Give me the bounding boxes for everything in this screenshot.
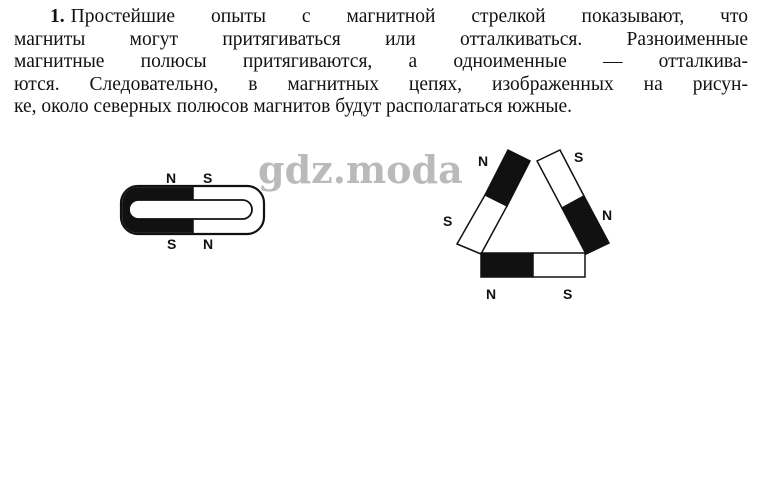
triangle-right-magnet-north xyxy=(562,196,609,254)
pole-label-bottom-n: N xyxy=(203,236,214,252)
task-line-4: ются. Следовательно, в магнитных цепях, изображенных на рисун- xyxy=(14,73,748,95)
pole-label-top-s: S xyxy=(203,170,213,186)
triangle-label-bottom-s: S xyxy=(563,286,573,302)
triangle-magnet-chain xyxy=(443,149,612,302)
task-line-1: 1. Простейшие опыты с магнитной стрелкой показывают, что xyxy=(50,6,748,27)
triangle-label-left-s: S xyxy=(443,213,453,229)
watermark-text: gdz.moda xyxy=(258,147,463,192)
triangle-bottom-magnet-north xyxy=(481,253,533,277)
triangle-bottom-magnet-south xyxy=(533,253,585,277)
triangle-label-right-n: N xyxy=(602,207,613,223)
task-line-2: магниты могут притягиваться или отталкиваться. Разноименные xyxy=(14,28,748,50)
triangle-left-magnet-south xyxy=(457,195,507,254)
magnet-inner-outline xyxy=(129,200,252,219)
task-line-3: магнитные полюсы притягиваются, а одноименные — отталкива- xyxy=(14,51,748,72)
task-number: 1. xyxy=(50,6,65,27)
triangle-label-left-n: N xyxy=(478,153,489,169)
task-line-5: ке, около северных полюсов магнитов будут располагаться южные. xyxy=(14,96,573,117)
pole-label-top-n: N xyxy=(166,170,177,186)
pole-label-bottom-s: S xyxy=(167,236,177,252)
double-magnet-loop xyxy=(121,170,264,252)
triangle-label-right-s: S xyxy=(574,149,584,165)
triangle-label-bottom-n: N xyxy=(486,286,497,302)
